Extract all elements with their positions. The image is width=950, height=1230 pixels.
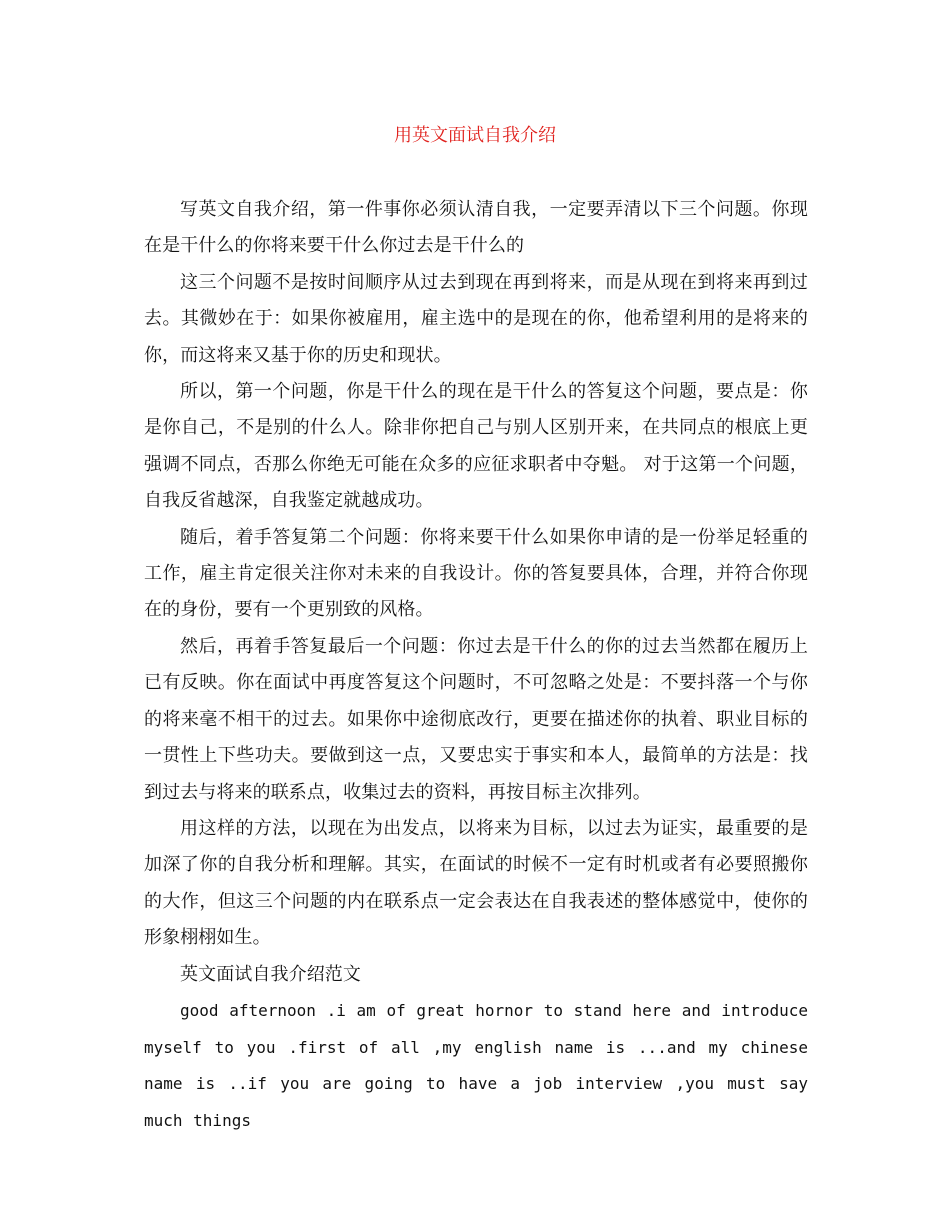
paragraph-6: 用这样的方法，以现在为出发点，以将来为目标，以过去为证实，最重要的是加深了你的自我分析和理解。其实，在面试的时候不一定有时机或者有必要照搬你的大作，但这三个问题的内在联系点一定会表达在自我表述的整体感觉中，使你的形象栩栩如生。 — [144, 817, 808, 949]
paragraph-4: 随后，着手答复第二个问题：你将来要干什么如果你申请的是一份举足轻重的工作，雇主肯定很关注你对未来的自我设计。你的答复要具体，合理，并符合你现在的身份，要有一个更别致的风格。 — [144, 526, 808, 621]
paragraph-1: 写英文自我介绍，第一件事你必须认清自我，一定要弄清以下三个问题。你现在是干什么的你将来要干什么你过去是干什么的 — [144, 199, 808, 257]
document-body — [144, 192, 808, 1139]
sample-english-text: good afternoon .i am of great hornor to stand here and introduce myself to you .first of all ,my english name is ...and my chinese name is ..if you are going to have a job interview ,you must say much things — [144, 1000, 808, 1130]
sample-heading: 英文面试自我介绍范文 — [180, 963, 361, 985]
paragraph-5: 然后，再着手答复最后一个问题：你过去是干什么的你的过去当然都在履历上已有反映。你在面试中再度答复这个问题时，不可忽略之处是：不要抖落一个与你的将来毫不相干的过去。如果你中途彻底改行，更要在描述你的执着、职业目标的一贯性上下些功夫。要做到这一点，又要忠实于事实和本人，最简单的方法是：找到过去与将来的联系点，收集过去的资料，再按目标主次排列。 — [144, 635, 808, 803]
document-title: 用英文面试自我介绍 — [394, 125, 556, 146]
paragraph-2: 这三个问题不是按时间顺序从过去到现在再到将来，而是从现在到将来再到过去。其微妙在于：如果你被雇用，雇主选中的是现在的你，他希望利用的是将来的你，而这将来又基于你的历史和现状。 — [144, 271, 808, 366]
paragraph-3: 所以，第一个问题，你是干什么的现在是干什么的答复这个问题，要点是：你是你自己，不是别的什么人。除非你把自己与别人区别开来，在共同点的根底上更强调不同点，否那么你绝无可能在众多的应征求职者中夺魁。 对于这第一个问题，自我反省越深，自我鉴定就越成功。 — [144, 381, 808, 512]
